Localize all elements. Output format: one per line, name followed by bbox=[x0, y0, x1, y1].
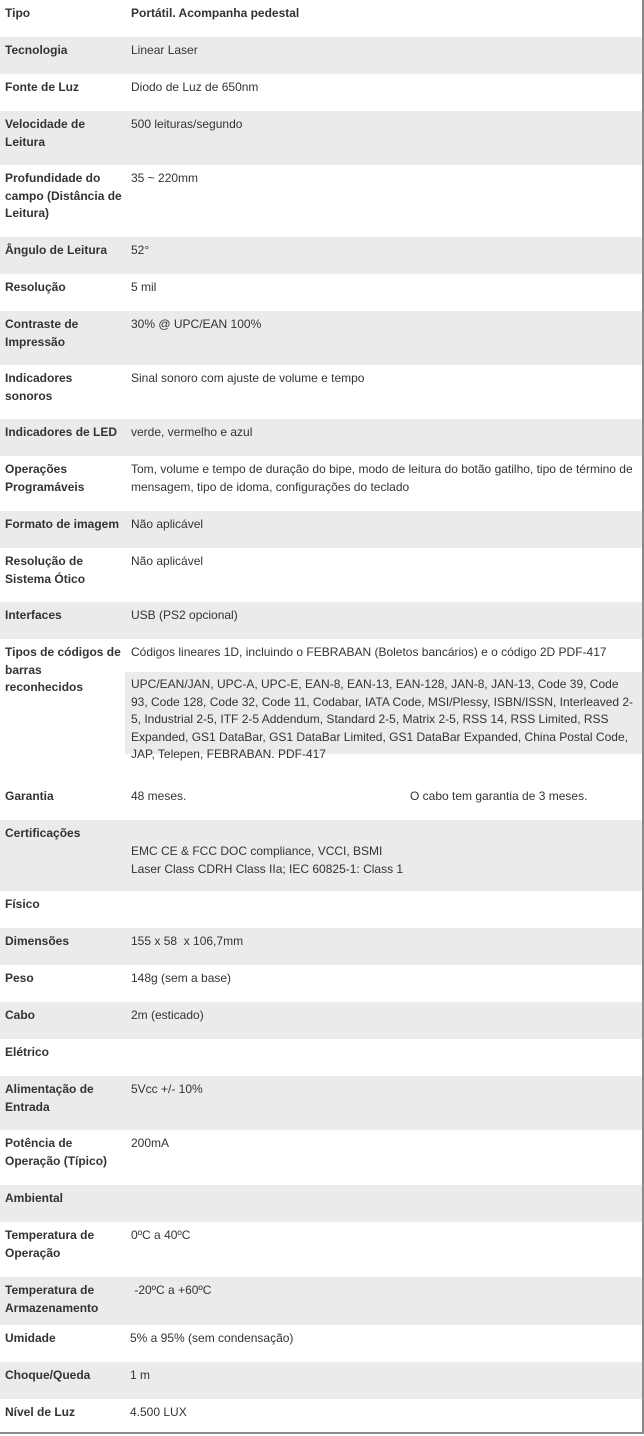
spec-label: Formato de imagem bbox=[5, 517, 120, 531]
spec-value: 48 meses. bbox=[131, 789, 187, 803]
spec-row-cabo bbox=[0, 1002, 642, 1039]
spec-row-tipo bbox=[0, 0, 642, 37]
spec-value: 2m (esticado) bbox=[131, 1008, 204, 1022]
spec-row-profundidade bbox=[0, 165, 642, 237]
barcode-symbologies-list: UPC/EAN/JAN, UPC-A, UPC-E, EAN-8, EAN-13, EAN-128, JAN-8, JAN-13, Code 39, Code 93, Code 128, Code 32, Code 11, Codabar, IATA Code, MSI/Plessy, ISBN/ISSN, Interleaved 2-5, Industrial 2-5, ITF 2-5 Addendum, Standard 2-5, Matrix 2-5, RSS 14, RSS Limited, RSS Expanded, GS1 DataBar, GS1 DataBar Limited, GS1 DataBar Expanded, China Postal Code, JAP, Telepen, FEBRABAN. PDF-417 bbox=[125, 672, 642, 754]
spec-label: Indicadores sonoros bbox=[5, 371, 73, 403]
spec-row-choque-queda bbox=[0, 1362, 642, 1399]
spec-value: Não aplicável bbox=[131, 517, 204, 531]
spec-row-interfaces bbox=[0, 602, 642, 639]
spec-value-note: O cabo tem garantia de 3 meses. bbox=[410, 789, 588, 803]
spec-label: Alimentação de Entrada bbox=[5, 1082, 94, 1114]
spec-value-line: EMC CE & FCC DOC compliance, VCCI, BSMI bbox=[131, 844, 383, 858]
spec-value: 35 ~ 220mm bbox=[131, 171, 199, 185]
spec-label: Ângulo de Leitura bbox=[5, 243, 107, 257]
spec-label: Cabo bbox=[5, 1008, 35, 1022]
spec-row-alimentacao bbox=[0, 1076, 642, 1130]
spec-row-tecnologia bbox=[0, 37, 642, 74]
spec-row-nivel-de-luz bbox=[0, 1399, 642, 1436]
spec-label: Indicadores de LED bbox=[5, 425, 118, 439]
spec-row-resolucao bbox=[0, 274, 642, 311]
spec-row-contraste bbox=[0, 311, 642, 365]
spec-label: Peso bbox=[5, 971, 34, 985]
spec-value: Diodo de Luz de 650nm bbox=[131, 80, 259, 94]
spec-label: Dimensões bbox=[5, 934, 70, 948]
spec-row-angulo bbox=[0, 237, 642, 274]
spec-value bbox=[131, 843, 638, 878]
spec-row-temperatura-operacao bbox=[0, 1222, 642, 1277]
spec-value: 0ºC a 40ºC bbox=[131, 1228, 191, 1242]
spec-value: Não aplicável bbox=[131, 554, 204, 568]
spec-label: Tipo bbox=[5, 6, 31, 20]
spec-label: Nível de Luz bbox=[5, 1405, 76, 1419]
spec-value: verde, vermelho e azul bbox=[131, 425, 253, 439]
section-title: Físico bbox=[5, 897, 40, 911]
spec-value: -20ºC a +60ºC bbox=[131, 1283, 212, 1297]
spec-label: Resolução de Sistema Ótico bbox=[5, 554, 86, 586]
spec-row-peso bbox=[0, 965, 642, 1002]
spec-row-fonte-de-luz bbox=[0, 74, 642, 111]
spec-value: Linear Laser bbox=[131, 43, 198, 57]
spec-value: 5 mil bbox=[131, 280, 157, 294]
spec-value: Portátil. Acompanha pedestal bbox=[131, 6, 300, 20]
spec-row-indicadores-led bbox=[0, 419, 642, 456]
spec-label: Umidade bbox=[5, 1331, 56, 1345]
section-title: Ambiental bbox=[5, 1191, 64, 1205]
spec-value: 30% @ UPC/EAN 100% bbox=[131, 317, 262, 331]
spec-value: Sinal sonoro com ajuste de volume e tempo bbox=[131, 371, 365, 385]
spec-label: Profundidade do campo (Distância de Leitura) bbox=[5, 171, 122, 220]
spec-row-resolucao-sistema bbox=[0, 548, 642, 602]
spec-label: Tipos de códigos de barras reconhecidos bbox=[5, 645, 121, 694]
spec-label: Temperatura de Operação bbox=[5, 1228, 95, 1260]
spec-label: Tecnologia bbox=[5, 43, 68, 57]
spec-row-indicadores-sonoros bbox=[0, 365, 642, 419]
spec-value: Tom, volume e tempo de duração do bipe, modo de leitura do botão gatilho, tipo de término de mensagem, tipo de idoma, configurações do teclado bbox=[131, 462, 633, 494]
spec-label: Certificações bbox=[5, 826, 81, 840]
spec-row-tipos-codigos bbox=[0, 639, 642, 783]
spec-label: Contraste de Impressão bbox=[5, 317, 79, 349]
spec-row-garantia bbox=[0, 783, 642, 820]
spec-label: Temperatura de Armazenamento bbox=[5, 1283, 99, 1315]
spec-row-operacoes bbox=[0, 456, 642, 511]
spec-label: Resolução bbox=[5, 280, 66, 294]
spec-value: 1 m bbox=[130, 1368, 151, 1382]
spec-value: Códigos lineares 1D, incluindo o FEBRABAN (Boletos bancários) e o código 2D PDF-417 bbox=[131, 645, 607, 659]
section-title: Elétrico bbox=[5, 1045, 50, 1059]
spec-row-dimensoes bbox=[0, 928, 642, 965]
spec-row-certificacoes bbox=[0, 820, 642, 891]
spec-label: Interfaces bbox=[5, 608, 62, 622]
spec-value: 500 leituras/segundo bbox=[131, 117, 243, 131]
spec-label: Choque/Queda bbox=[5, 1368, 91, 1382]
spec-label: Potência de Operação (Típico) bbox=[5, 1136, 108, 1168]
spec-label: Velocidade de Leitura bbox=[5, 117, 86, 149]
spec-label: Garantia bbox=[5, 789, 54, 803]
spec-value: USB (PS2 opcional) bbox=[131, 608, 238, 622]
spec-value: 148g (sem a base) bbox=[131, 971, 232, 985]
spec-value: 5Vcc +/- 10% bbox=[131, 1082, 203, 1096]
section-header-ambiental bbox=[0, 1185, 642, 1222]
spec-value: 155 x 58 x 106,7mm bbox=[131, 934, 244, 948]
spec-label: Fonte de Luz bbox=[5, 80, 79, 94]
spec-row-umidade bbox=[0, 1325, 642, 1362]
spec-value: 200mA bbox=[131, 1136, 170, 1150]
spec-row-potencia bbox=[0, 1130, 642, 1185]
spec-row-velocidade bbox=[0, 111, 642, 165]
spec-value-line: Laser Class CDRH Class IIa; IEC 60825-1: Class 1 bbox=[131, 861, 404, 876]
spec-value: 52° bbox=[131, 243, 150, 257]
spec-label: Operações Programáveis bbox=[5, 462, 85, 494]
spec-row-formato-imagem bbox=[0, 511, 642, 548]
spec-row-temperatura-armazenamento bbox=[0, 1277, 642, 1325]
section-header-eletrico bbox=[0, 1039, 642, 1076]
spec-value: 5% a 95% (sem condensação) bbox=[130, 1331, 294, 1345]
spec-value: 4.500 LUX bbox=[130, 1405, 187, 1419]
section-header-fisico bbox=[0, 891, 642, 928]
